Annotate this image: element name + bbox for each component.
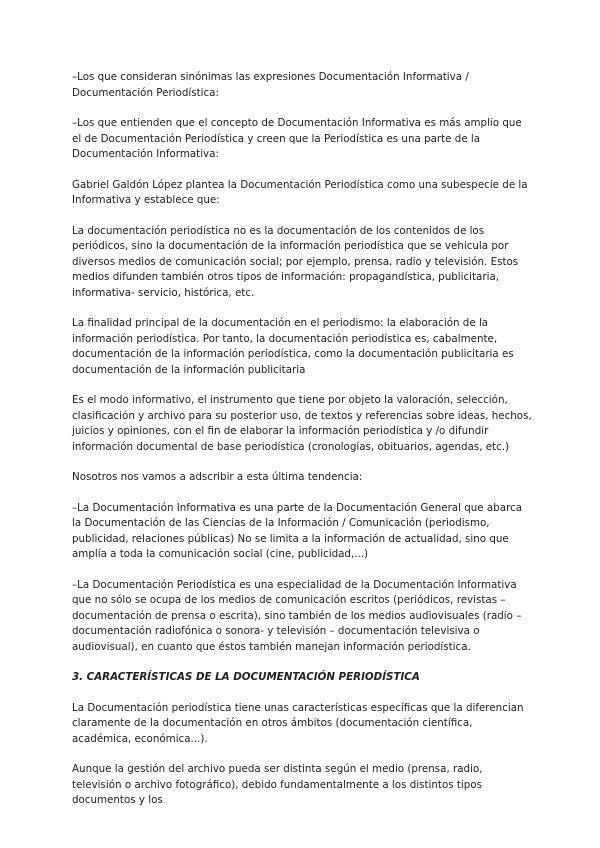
paragraph-informative-documentation: –La Documentación Informativa es una parte de la Documentación General que abarca la Documentación de las Ciencias de la Información / Comunicación (periodismo, publicidad, relaciones públicas) No se limita a la información de actualidad, sino que amplía a toda la comunicación social (cine, publicidad,...) — [72, 501, 523, 560]
paragraph-broader-concept: –Los que entienden que el concepto de Documentación Informativa es más amplio que el de Documentación Periodística y creen que la Periodística es una parte de la Documentación Informativa: — [72, 117, 522, 160]
document-page — [72, 70, 532, 824]
paragraph-galdon-intro: Gabriel Galdón López plantea la Documentación Periodística como una subespecie de la Informativa y establece que: — [72, 178, 528, 206]
paragraph-informative-mode: Es el modo informativo, el instrumento que tiene por objeto la valoración, selección, clasificación y archivo para su posterior uso, de textos y referencias sobre ideas, hechos, juicios y opiniones, con el fin de elaborar la información periodística y /o difundir información documental de base periodística (cronologías, obituarios, agendas, etc.) — [72, 394, 532, 453]
paragraph-galdon-definition: La documentación periodística no es la documentación de los contenidos de los periódicos, sino la documentación de la información periodística que se vehicula por diversos medios de comunicación social; por ejemplo, prensa, radio y televisión. Estos medios difunden también otros tipos de información: propagandística, publicitaria, informativa- servicio, histórica, etc. — [72, 224, 519, 299]
paragraph-synonyms: –Los que consideran sinónimas las expresiones Documentación Informativa / Documentación Periodística: — [72, 71, 469, 99]
paragraph-our-position: Nosotros nos vamos a adscribir a esta última tendencia: — [72, 471, 363, 483]
section-heading: 3. CARACTERÍSTICAS DE LA DOCUMENTACIÓN PERIODÍSTICA — [72, 671, 420, 683]
paragraph-journalistic-documentation: –La Documentación Periodística es una especialidad de la Documentación Informativa que no sólo se ocupa de los medios de comunicación escritos (periódicos, revistas – documentación de prensa o escrita), sino también de los medios audiovisuales (radio – documentación radiofónica o sonora- y televisión – documentación televisiva o audiovisual), en cuanto que éstos también manejan información periodística. — [72, 578, 522, 653]
paragraph-main-purpose: La finalidad principal de la documentación en el periodismo: la elaboración de la información periodística. Por tanto, la documentación periodística es, cabalmente, documentación de la información periodística, como la documentación publicitaria es documentación de la información publicitaria — [72, 317, 514, 376]
paragraph-specific-characteristics: La Documentación periodística tiene unas características específicas que la diferencian claramente de la documentación en otros ámbitos (documentación científica, académica, económica...). — [72, 701, 524, 745]
paragraph-archive-management: Aunque la gestión del archivo pueda ser distinta según el medio (prensa, radio, televisión o archivo fotográfico), debido fundamentalmente a los distintos tipos documentos y los — [72, 763, 483, 806]
